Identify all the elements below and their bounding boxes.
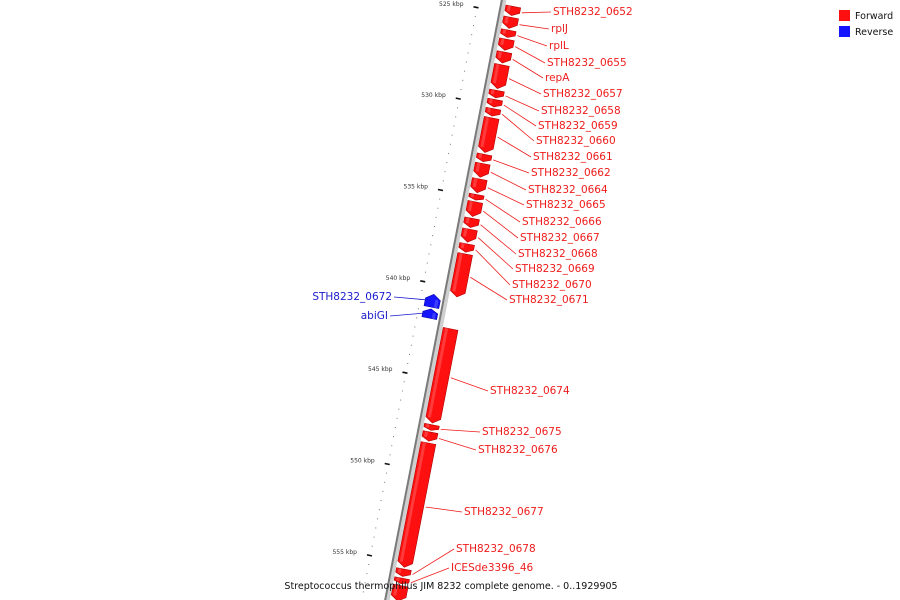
label-leader-line bbox=[502, 114, 534, 141]
minor-tick bbox=[432, 235, 433, 236]
tick-label: 540 kbp bbox=[385, 274, 411, 282]
gene-label: STH8232_0672 bbox=[312, 291, 392, 303]
gene-label: STH8232_0676 bbox=[478, 444, 558, 456]
gene-label-group[interactable] bbox=[426, 506, 544, 518]
minor-tick bbox=[418, 308, 419, 309]
minor-tick bbox=[461, 89, 462, 90]
label-leader-line bbox=[522, 12, 551, 13]
gene-label: STH8232_0670 bbox=[512, 279, 592, 291]
label-leader-line bbox=[506, 96, 539, 111]
minor-tick bbox=[393, 436, 394, 437]
label-leader-line bbox=[441, 429, 480, 432]
label-leader-line bbox=[394, 297, 429, 300]
minor-tick bbox=[473, 25, 474, 26]
legend-label-reverse: Reverse bbox=[855, 27, 894, 38]
minor-tick bbox=[452, 135, 453, 136]
label-leader-line bbox=[451, 378, 488, 391]
gene-label: rplL bbox=[549, 40, 569, 52]
gene-label: STH8232_0655 bbox=[547, 57, 627, 69]
scale-tick bbox=[439, 1, 478, 8]
gene-label-group[interactable] bbox=[361, 310, 427, 322]
legend-swatch-forward bbox=[839, 10, 850, 21]
minor-tick bbox=[366, 573, 367, 574]
label-leader-line bbox=[513, 59, 543, 78]
gene-label-group[interactable] bbox=[411, 562, 534, 583]
minor-tick bbox=[368, 564, 369, 565]
label-leader-line bbox=[470, 277, 507, 300]
minor-tick bbox=[425, 272, 426, 273]
gene-label: STH8232_0671 bbox=[509, 294, 589, 306]
minor-tick bbox=[430, 244, 431, 245]
minor-tick bbox=[446, 162, 447, 163]
label-leader-line bbox=[478, 238, 513, 269]
gene-label: STH8232_0667 bbox=[520, 232, 600, 244]
legend-label-forward: Forward bbox=[855, 11, 894, 22]
minor-tick bbox=[421, 290, 422, 291]
minor-tick bbox=[445, 171, 446, 172]
scale-tick bbox=[350, 458, 389, 465]
gene-label: STH8232_0657 bbox=[543, 88, 623, 100]
gene-label: STH8232_0666 bbox=[522, 216, 602, 228]
gene-label: STH8232_0668 bbox=[518, 248, 598, 260]
tick-mark bbox=[402, 372, 407, 373]
label-leader-line bbox=[481, 225, 516, 254]
label-leader-line bbox=[413, 549, 454, 575]
label-leader-line bbox=[491, 172, 526, 190]
minor-tick bbox=[404, 381, 405, 382]
gene-labels bbox=[312, 6, 632, 583]
minor-tick bbox=[453, 126, 454, 127]
label-leader-line bbox=[509, 79, 541, 94]
tick-mark bbox=[367, 555, 372, 556]
minor-tick bbox=[381, 500, 382, 501]
minor-tick bbox=[468, 52, 469, 53]
label-leader-line bbox=[515, 47, 545, 63]
minor-tick bbox=[375, 527, 376, 528]
minor-tick bbox=[379, 509, 380, 510]
minor-tick bbox=[391, 445, 392, 446]
minor-tick bbox=[400, 400, 401, 401]
gene-label-group[interactable] bbox=[515, 47, 626, 69]
minor-tick bbox=[384, 482, 385, 483]
minor-tick bbox=[377, 518, 378, 519]
minor-tick bbox=[416, 317, 417, 318]
minor-tick bbox=[471, 34, 472, 35]
tick-label: 530 kbp bbox=[421, 92, 446, 100]
minor-tick bbox=[389, 454, 390, 455]
gene-label: rplJ bbox=[551, 23, 568, 35]
label-leader-line bbox=[486, 199, 520, 222]
tick-label: 525 kbp bbox=[439, 0, 464, 8]
minor-tick bbox=[373, 537, 374, 538]
gene-label: STH8232_0660 bbox=[536, 135, 616, 147]
gene-label: STH8232_0677 bbox=[464, 506, 544, 518]
gene-label: STH8232_0669 bbox=[515, 263, 595, 275]
minor-tick bbox=[462, 80, 463, 81]
tick-label: 545 kbp bbox=[368, 366, 393, 374]
label-leader-line bbox=[498, 137, 531, 157]
minor-tick bbox=[443, 180, 444, 181]
gene-label: STH8232_0665 bbox=[526, 199, 606, 211]
minor-tick bbox=[469, 43, 470, 44]
gene-label: STH8232_0674 bbox=[490, 385, 570, 397]
gene-label: STH8232_0658 bbox=[541, 105, 621, 117]
minor-tick bbox=[414, 326, 415, 327]
minor-tick bbox=[448, 153, 449, 154]
legend-item-reverse[interactable] bbox=[839, 26, 893, 38]
scale-tick bbox=[332, 549, 371, 556]
minor-tick bbox=[436, 217, 437, 218]
gene-label-group[interactable] bbox=[522, 6, 633, 18]
gene-feature-highlight bbox=[471, 194, 475, 198]
minor-tick bbox=[475, 16, 476, 17]
gene-label-group[interactable] bbox=[312, 291, 429, 303]
label-leader-line bbox=[426, 507, 462, 512]
scale-tick bbox=[386, 275, 425, 282]
gene-label: STH8232_0659 bbox=[538, 120, 618, 132]
gene-label-group[interactable] bbox=[451, 378, 570, 397]
tick-mark bbox=[456, 98, 461, 99]
minor-tick bbox=[455, 116, 456, 117]
minor-tick bbox=[439, 199, 440, 200]
scale-tick bbox=[421, 92, 460, 99]
tick-label: 550 kbp bbox=[350, 457, 375, 465]
gene-label-group[interactable] bbox=[517, 36, 569, 52]
minor-tick bbox=[466, 62, 467, 63]
gene-feature[interactable] bbox=[491, 63, 509, 88]
minor-tick bbox=[434, 226, 435, 227]
minor-tick bbox=[402, 390, 403, 391]
minor-tick bbox=[409, 354, 410, 355]
minor-tick bbox=[395, 427, 396, 428]
scale-tick bbox=[404, 183, 443, 190]
tick-mark bbox=[385, 464, 390, 465]
label-leader-line bbox=[504, 105, 536, 126]
label-leader-line bbox=[493, 160, 529, 173]
legend-item-forward[interactable] bbox=[839, 10, 893, 22]
gene-label: STH8232_0678 bbox=[456, 543, 536, 555]
tick-mark bbox=[438, 189, 443, 190]
minor-tick bbox=[429, 253, 430, 254]
minor-tick bbox=[386, 473, 387, 474]
label-leader-line bbox=[519, 25, 549, 29]
gene-label: repA bbox=[545, 72, 570, 84]
gene-label: STH8232_0664 bbox=[528, 184, 608, 196]
gene-label-group[interactable] bbox=[439, 438, 558, 456]
legend-swatch-reverse bbox=[839, 26, 850, 37]
gene-label-group[interactable] bbox=[519, 23, 568, 35]
minor-tick bbox=[457, 107, 458, 108]
gene-label: STH8232_0662 bbox=[531, 167, 611, 179]
minor-tick bbox=[407, 363, 408, 364]
tick-mark bbox=[420, 281, 425, 282]
genome-caption: Streptococcus thermophilus JIM 8232 complete genome. - 0..1929905 bbox=[284, 581, 618, 592]
label-leader-line bbox=[488, 188, 524, 205]
minor-tick bbox=[372, 546, 373, 547]
minor-tick bbox=[411, 345, 412, 346]
minor-tick bbox=[450, 144, 451, 145]
gene-label: STH8232_0652 bbox=[553, 6, 633, 18]
label-leader-line bbox=[517, 36, 547, 46]
tick-label: 555 kbp bbox=[332, 548, 357, 556]
legend bbox=[839, 10, 893, 38]
gene-label: abiGI bbox=[360, 310, 388, 322]
gene-label-group[interactable] bbox=[441, 426, 562, 438]
scale-tick bbox=[368, 366, 407, 373]
gene-feature-highlight bbox=[426, 424, 430, 428]
minor-tick bbox=[382, 491, 383, 492]
gene-label: ICESde3396_46 bbox=[451, 562, 534, 574]
minor-tick bbox=[427, 263, 428, 264]
minor-tick bbox=[413, 336, 414, 337]
label-leader-line bbox=[476, 250, 510, 285]
gene-label: STH8232_0661 bbox=[533, 151, 613, 163]
minor-tick bbox=[464, 71, 465, 72]
tick-label: 535 kbp bbox=[403, 183, 428, 191]
minor-tick bbox=[398, 409, 399, 410]
tick-mark bbox=[474, 7, 479, 8]
minor-tick bbox=[397, 418, 398, 419]
label-leader-line bbox=[483, 211, 518, 238]
label-leader-line bbox=[390, 313, 427, 316]
gene-label: STH8232_0675 bbox=[482, 426, 562, 438]
label-leader-line bbox=[439, 438, 476, 450]
minor-tick bbox=[437, 208, 438, 209]
